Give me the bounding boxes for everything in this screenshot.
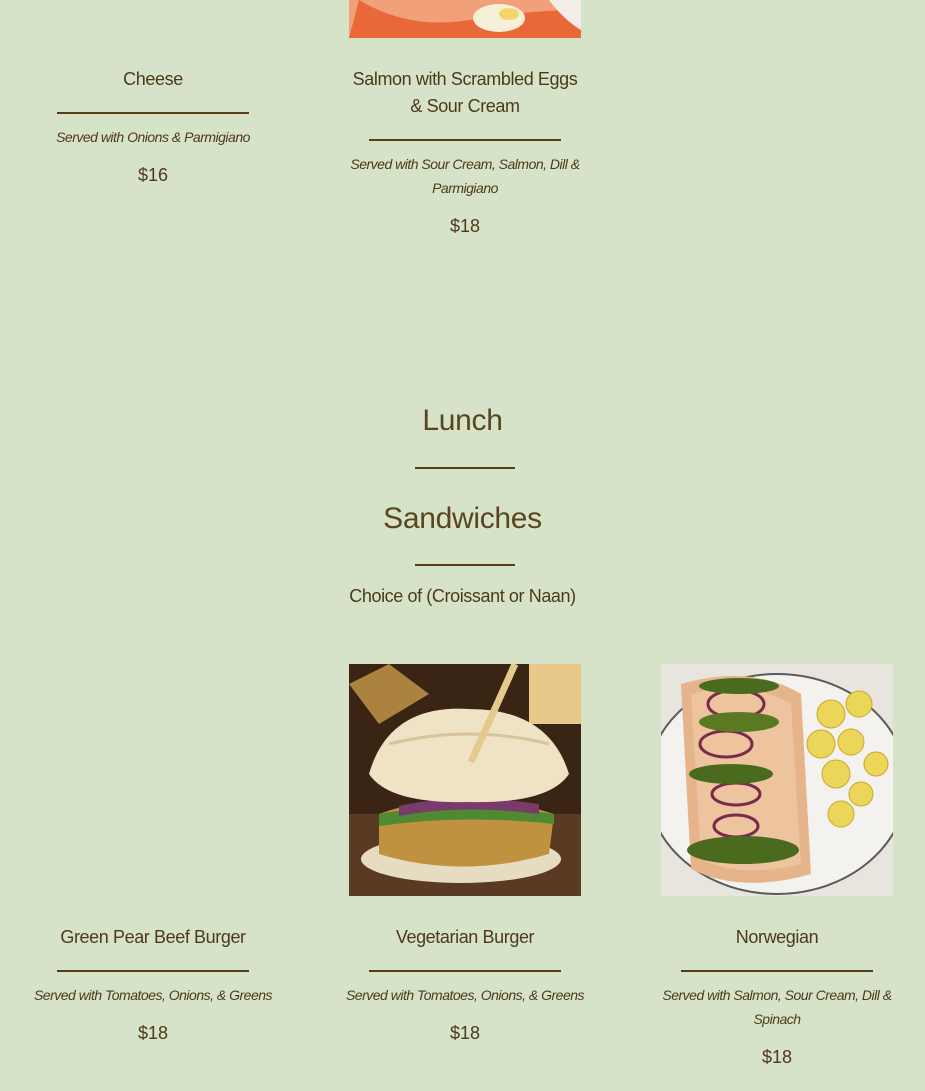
menu-item-vegetarian-burger	[340, 924, 590, 1045]
menu-item-name: Cheese	[123, 69, 183, 89]
divider	[369, 970, 561, 972]
norwegian-sandwich-photo	[661, 664, 893, 896]
divider	[57, 112, 249, 114]
menu-item-green-pear-beef-burger	[28, 924, 278, 1045]
divider	[369, 139, 561, 141]
menu-item-price: $18	[761, 1047, 793, 1067]
menu-item-description: Served with Tomatoes, Onions, & Greens	[345, 987, 585, 1003]
menu-item-description: Served with Salmon, Sour Cream, Dill & Spinach	[662, 987, 892, 1027]
menu-item-name: Vegetarian Burger	[395, 927, 535, 947]
menu-item-name: Norwegian	[735, 927, 819, 947]
menu-item-cheese	[28, 66, 278, 187]
menu-item-description: Served with Tomatoes, Onions, & Greens	[33, 987, 273, 1003]
section-title-lunch: Lunch	[422, 404, 503, 437]
category-title-sandwiches: Sandwiches	[383, 502, 542, 535]
menu-item-description: Served with Sour Cream, Salmon, Dill & Parmigiano	[350, 156, 580, 196]
vegetarian-burger-photo	[349, 664, 581, 896]
menu-item-norwegian	[652, 924, 902, 1069]
menu-item-description: Served with Onions & Parmigiano	[56, 129, 250, 145]
menu-item-salmon-eggs	[340, 66, 590, 238]
menu-item-price: $18	[137, 1023, 169, 1043]
divider	[681, 970, 873, 972]
divider	[57, 970, 249, 972]
menu-item-name: Salmon with Scrambled Eggs & Sour Cream	[352, 69, 578, 116]
section-divider	[415, 564, 515, 566]
menu-item-name: Green Pear Beef Burger	[60, 927, 246, 947]
menu-item-price: $18	[449, 1023, 481, 1043]
salmon-dish-photo	[349, 0, 581, 38]
menu-item-price: $16	[137, 165, 169, 185]
menu-item-price: $18	[449, 216, 481, 236]
section-divider	[415, 467, 515, 469]
category-note: Choice of (Croissant or Naan)	[349, 586, 576, 606]
